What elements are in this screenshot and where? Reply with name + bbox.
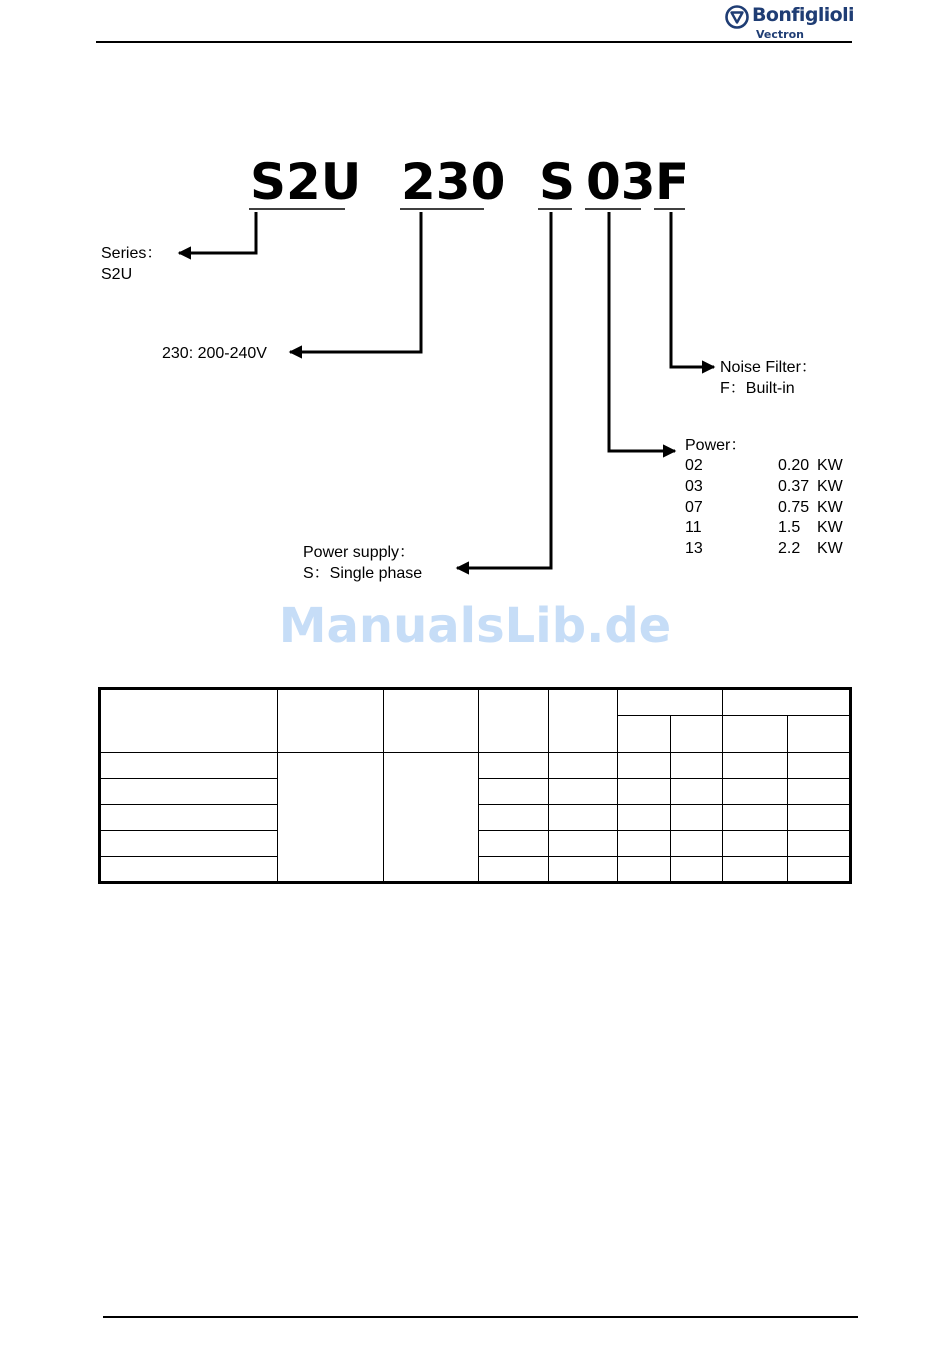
power-value: 0.37 [778, 477, 810, 495]
table-header-cell [479, 689, 549, 753]
table-cell [618, 805, 671, 831]
series-title: Series： [101, 245, 163, 262]
table-cell [618, 831, 671, 857]
power-row [685, 539, 855, 560]
power-unit: KW [817, 457, 843, 474]
logo-brand-text: Bonfiglioli [752, 4, 854, 26]
spec-table [98, 687, 852, 884]
table-header-cell [278, 689, 384, 753]
table-cell [549, 753, 618, 779]
table-cell [788, 753, 851, 779]
noise-filter-value: F：Built-in [720, 380, 795, 397]
table-cell [278, 753, 384, 883]
table-cell [723, 753, 788, 779]
power-arrow [609, 212, 675, 451]
table-cell [788, 857, 851, 883]
table-cell [723, 831, 788, 857]
power-unit: KW [817, 519, 843, 537]
table-cell [671, 805, 723, 831]
power-supply-arrow [457, 212, 551, 568]
table-cell [671, 831, 723, 857]
table-cell [100, 805, 278, 831]
power-code: 11 [685, 519, 702, 537]
table-header-cell [100, 689, 278, 753]
power-code: 07 [685, 498, 703, 516]
table-cell [549, 779, 618, 805]
power-value: 0.75 [778, 498, 810, 516]
table-header-cell [723, 716, 788, 753]
noise-filter-title: Noise Filter： [720, 359, 817, 376]
table-cell [788, 831, 851, 857]
noise-filter-arrow [671, 212, 714, 367]
table-cell [723, 779, 788, 805]
table-cell [479, 831, 549, 857]
logo-sub-text: Vectron [756, 28, 804, 41]
series-value: S2U [101, 266, 133, 283]
table-header-cell [618, 689, 723, 716]
power-value: 2.2 [778, 540, 801, 558]
table-header-cell [549, 689, 618, 753]
table-cell [479, 857, 549, 883]
voltage-label: 230: 200-240V [162, 345, 267, 362]
table-header-row [100, 689, 851, 716]
power-unit: KW [817, 477, 843, 495]
power-unit: KW [817, 498, 843, 516]
power-code: 13 [685, 540, 703, 558]
series-arrow [179, 212, 256, 253]
table-cell [100, 753, 278, 779]
power-code: 03 [685, 477, 703, 495]
table-cell [788, 805, 851, 831]
table-header-cell [723, 689, 851, 716]
table-cell [618, 857, 671, 883]
table-cell [549, 805, 618, 831]
table-cell [618, 779, 671, 805]
table-header-cell [671, 716, 723, 753]
power-supply-value: S：Single phase [303, 565, 423, 582]
table-cell [100, 779, 278, 805]
power-value: 1.5 [778, 519, 801, 537]
table-cell [723, 857, 788, 883]
watermark: ManualsLib.de [278, 598, 672, 654]
code-power-supply: S [539, 153, 576, 211]
power-value: 0.20 [778, 457, 810, 474]
table-cell [788, 779, 851, 805]
table-header-cell [618, 716, 671, 753]
code-voltage: 230 [401, 153, 506, 211]
code-power: 03 [586, 153, 656, 211]
power-supply-title: Power supply： [303, 544, 416, 561]
table-cell [100, 831, 278, 857]
table-cell [671, 779, 723, 805]
table-cell [549, 857, 618, 883]
table-cell [479, 753, 549, 779]
table-cell [618, 753, 671, 779]
table-cell [384, 753, 479, 883]
code-series: S2U [250, 153, 362, 211]
table-header-cell [788, 716, 851, 753]
power-title: Power： [685, 437, 747, 454]
table-cell [671, 857, 723, 883]
table-row [100, 753, 851, 779]
power-rating-list [685, 456, 855, 560]
table-cell [671, 753, 723, 779]
table-cell [479, 805, 549, 831]
footer-rule [103, 1316, 858, 1318]
power-code: 02 [685, 457, 703, 474]
power-row [685, 456, 855, 477]
voltage-arrow [290, 212, 421, 352]
code-noise-filter: F [655, 153, 690, 211]
power-unit: KW [817, 540, 843, 558]
power-row [685, 518, 855, 539]
power-row [685, 498, 855, 519]
power-row [685, 477, 855, 498]
table-cell [479, 779, 549, 805]
table-cell [723, 805, 788, 831]
table-cell [100, 857, 278, 883]
table-cell [549, 831, 618, 857]
table-header-cell [384, 689, 479, 753]
